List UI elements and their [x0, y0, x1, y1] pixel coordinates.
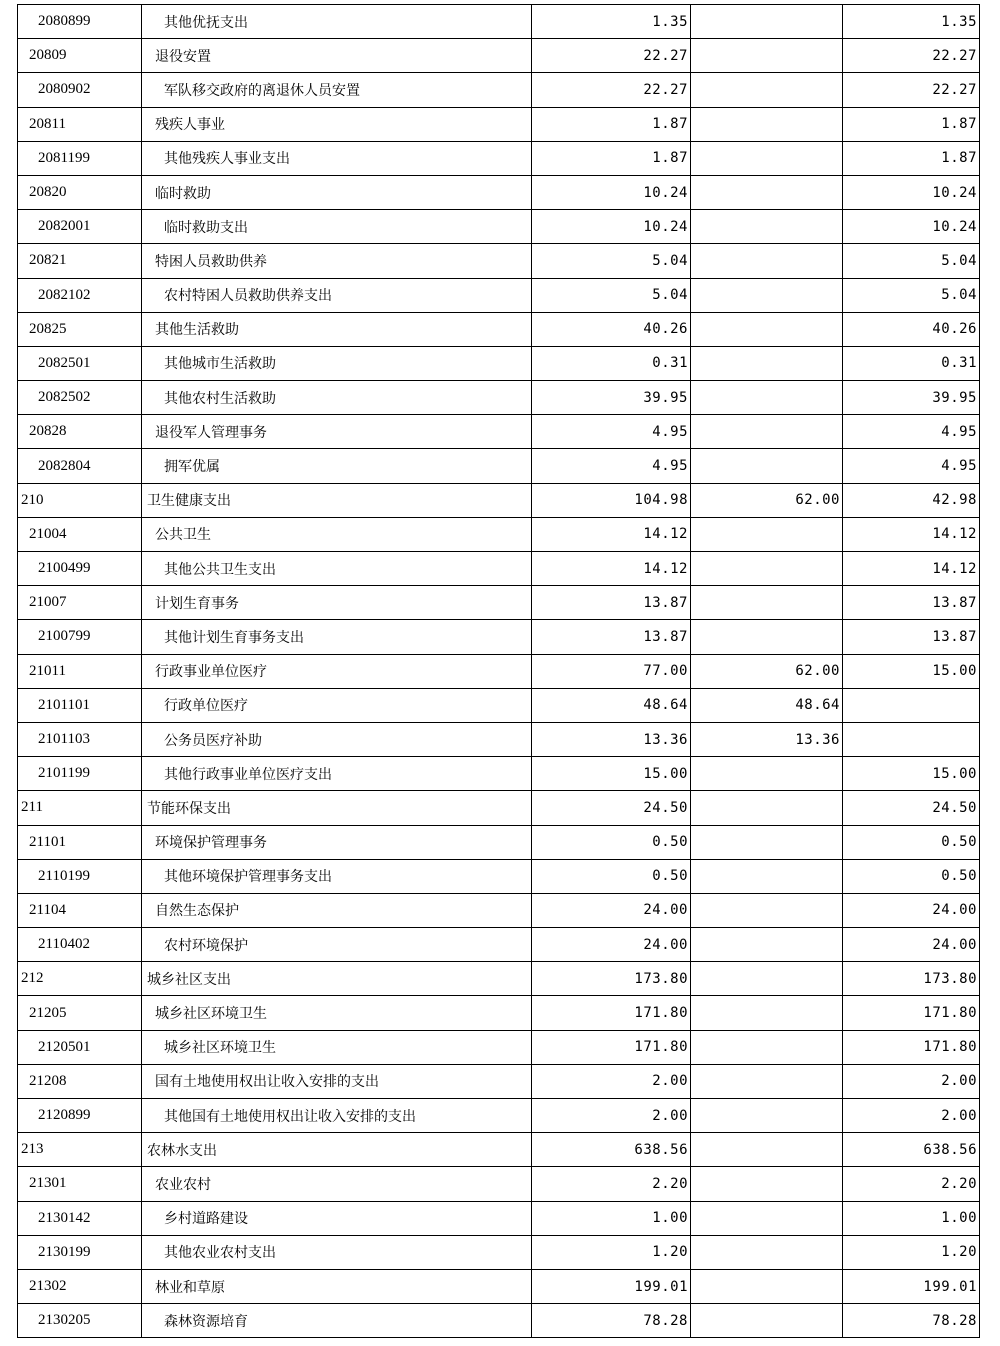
total-amount-cell: 22.27 — [532, 73, 691, 107]
table-row — [18, 175, 980, 209]
basic-expenditure-cell — [691, 1133, 843, 1167]
basic-expenditure-cell — [691, 1201, 843, 1235]
total-amount-cell: 4.95 — [532, 449, 691, 483]
subject-code-cell: 2101103 — [18, 722, 142, 756]
subject-code-cell: 2130199 — [18, 1235, 142, 1269]
total-amount-cell: 24.00 — [532, 928, 691, 962]
total-amount-cell: 104.98 — [532, 483, 691, 517]
total-amount-cell: 1.35 — [532, 5, 691, 39]
total-amount-cell: 0.31 — [532, 346, 691, 380]
subject-name-cell: 行政事业单位医疗 — [142, 654, 532, 688]
subject-name-cell: 农林水支出 — [142, 1133, 532, 1167]
subject-code-cell: 2080899 — [18, 5, 142, 39]
table-row — [18, 859, 980, 893]
basic-expenditure-cell — [691, 1030, 843, 1064]
project-expenditure-cell: 13.87 — [843, 620, 980, 654]
basic-expenditure-cell: 13.36 — [691, 722, 843, 756]
project-expenditure-cell: 171.80 — [843, 996, 980, 1030]
subject-code-cell: 20825 — [18, 312, 142, 346]
project-expenditure-cell: 1.00 — [843, 1201, 980, 1235]
total-amount-cell: 22.27 — [532, 39, 691, 73]
subject-code-cell: 21208 — [18, 1064, 142, 1098]
table-row — [18, 107, 980, 141]
subject-code-cell: 2120899 — [18, 1099, 142, 1133]
subject-code-cell: 2082804 — [18, 449, 142, 483]
project-expenditure-cell: 22.27 — [843, 73, 980, 107]
subject-code-cell: 21302 — [18, 1269, 142, 1303]
subject-name-cell: 乡村道路建设 — [142, 1201, 532, 1235]
total-amount-cell: 5.04 — [532, 278, 691, 312]
subject-code-cell: 21011 — [18, 654, 142, 688]
subject-code-cell: 2130142 — [18, 1201, 142, 1235]
basic-expenditure-cell — [691, 586, 843, 620]
basic-expenditure-cell — [691, 346, 843, 380]
subject-name-cell: 其他残疾人事业支出 — [142, 141, 532, 175]
basic-expenditure-cell — [691, 1304, 843, 1338]
subject-code-cell: 21205 — [18, 996, 142, 1030]
project-expenditure-cell: 5.04 — [843, 278, 980, 312]
subject-name-cell: 其他行政事业单位医疗支出 — [142, 757, 532, 791]
subject-code-cell: 2082001 — [18, 210, 142, 244]
total-amount-cell: 1.87 — [532, 107, 691, 141]
subject-name-cell: 农村环境保护 — [142, 928, 532, 962]
subject-code-cell: 2101101 — [18, 688, 142, 722]
subject-name-cell: 行政单位医疗 — [142, 688, 532, 722]
total-amount-cell: 14.12 — [532, 552, 691, 586]
project-expenditure-cell: 22.27 — [843, 39, 980, 73]
basic-expenditure-cell — [691, 73, 843, 107]
table-row — [18, 1133, 980, 1167]
table-row — [18, 1064, 980, 1098]
subject-name-cell: 其他环境保护管理事务支出 — [142, 859, 532, 893]
subject-code-cell: 211 — [18, 791, 142, 825]
project-expenditure-cell — [843, 688, 980, 722]
subject-name-cell: 军队移交政府的离退休人员安置 — [142, 73, 532, 107]
basic-expenditure-cell — [691, 210, 843, 244]
subject-name-cell: 节能环保支出 — [142, 791, 532, 825]
table-row — [18, 928, 980, 962]
table-row — [18, 278, 980, 312]
project-expenditure-cell: 173.80 — [843, 962, 980, 996]
table-row — [18, 381, 980, 415]
basic-expenditure-cell — [691, 859, 843, 893]
table-row — [18, 141, 980, 175]
total-amount-cell: 2.00 — [532, 1099, 691, 1133]
basic-expenditure-cell — [691, 552, 843, 586]
subject-name-cell: 林业和草原 — [142, 1269, 532, 1303]
table-row — [18, 620, 980, 654]
total-amount-cell: 1.00 — [532, 1201, 691, 1235]
project-expenditure-cell: 0.50 — [843, 859, 980, 893]
project-expenditure-cell: 0.31 — [843, 346, 980, 380]
basic-expenditure-cell — [691, 1064, 843, 1098]
project-expenditure-cell — [843, 722, 980, 756]
total-amount-cell: 638.56 — [532, 1133, 691, 1167]
project-expenditure-cell: 40.26 — [843, 312, 980, 346]
total-amount-cell: 0.50 — [532, 859, 691, 893]
total-amount-cell: 173.80 — [532, 962, 691, 996]
table-row — [18, 552, 980, 586]
subject-code-cell: 21007 — [18, 586, 142, 620]
project-expenditure-cell: 5.04 — [843, 244, 980, 278]
basic-expenditure-cell — [691, 962, 843, 996]
basic-expenditure-cell — [691, 1269, 843, 1303]
basic-expenditure-cell: 48.64 — [691, 688, 843, 722]
project-expenditure-cell: 15.00 — [843, 757, 980, 791]
project-expenditure-cell: 1.87 — [843, 141, 980, 175]
subject-code-cell: 20809 — [18, 39, 142, 73]
subject-code-cell: 2100499 — [18, 552, 142, 586]
table-row — [18, 1099, 980, 1133]
subject-code-cell: 2120501 — [18, 1030, 142, 1064]
subject-name-cell: 其他公共卫生支出 — [142, 552, 532, 586]
project-expenditure-cell: 24.50 — [843, 791, 980, 825]
table-row — [18, 5, 980, 39]
basic-expenditure-cell: 62.00 — [691, 483, 843, 517]
subject-name-cell: 计划生育事务 — [142, 586, 532, 620]
basic-expenditure-cell — [691, 278, 843, 312]
subject-code-cell: 20821 — [18, 244, 142, 278]
subject-code-cell: 20820 — [18, 175, 142, 209]
total-amount-cell: 24.00 — [532, 893, 691, 927]
basic-expenditure-cell — [691, 928, 843, 962]
project-expenditure-cell: 2.20 — [843, 1167, 980, 1201]
table-row — [18, 962, 980, 996]
project-expenditure-cell: 24.00 — [843, 928, 980, 962]
project-expenditure-cell: 2.00 — [843, 1099, 980, 1133]
project-expenditure-cell: 15.00 — [843, 654, 980, 688]
subject-name-cell: 拥军优属 — [142, 449, 532, 483]
subject-code-cell: 2082501 — [18, 346, 142, 380]
project-expenditure-cell: 171.80 — [843, 1030, 980, 1064]
project-expenditure-cell: 4.95 — [843, 449, 980, 483]
project-expenditure-cell: 14.12 — [843, 517, 980, 551]
table-row — [18, 517, 980, 551]
subject-name-cell: 其他农业农村支出 — [142, 1235, 532, 1269]
total-amount-cell: 78.28 — [532, 1304, 691, 1338]
subject-code-cell: 2080902 — [18, 73, 142, 107]
basic-expenditure-cell — [691, 141, 843, 175]
total-amount-cell: 13.36 — [532, 722, 691, 756]
table-row — [18, 1304, 980, 1338]
subject-name-cell: 其他城市生活救助 — [142, 346, 532, 380]
table-row — [18, 312, 980, 346]
table-row — [18, 996, 980, 1030]
subject-code-cell: 21104 — [18, 893, 142, 927]
subject-name-cell: 森林资源培育 — [142, 1304, 532, 1338]
table-row — [18, 1235, 980, 1269]
table-row — [18, 244, 980, 278]
table-row — [18, 893, 980, 927]
table-row — [18, 449, 980, 483]
table-row — [18, 586, 980, 620]
subject-code-cell: 212 — [18, 962, 142, 996]
basic-expenditure-cell: 62.00 — [691, 654, 843, 688]
basic-expenditure-cell — [691, 107, 843, 141]
subject-code-cell: 2081199 — [18, 141, 142, 175]
total-amount-cell: 5.04 — [532, 244, 691, 278]
project-expenditure-cell: 78.28 — [843, 1304, 980, 1338]
project-expenditure-cell: 1.20 — [843, 1235, 980, 1269]
table-row — [18, 39, 980, 73]
basic-expenditure-cell — [691, 1167, 843, 1201]
subject-name-cell: 自然生态保护 — [142, 893, 532, 927]
basic-expenditure-cell — [691, 996, 843, 1030]
subject-name-cell: 农业农村 — [142, 1167, 532, 1201]
table-row — [18, 1201, 980, 1235]
subject-name-cell: 特困人员救助供养 — [142, 244, 532, 278]
table-row — [18, 757, 980, 791]
project-expenditure-cell: 13.87 — [843, 586, 980, 620]
subject-name-cell: 退役军人管理事务 — [142, 415, 532, 449]
subject-name-cell: 公共卫生 — [142, 517, 532, 551]
basic-expenditure-cell — [691, 517, 843, 551]
basic-expenditure-cell — [691, 39, 843, 73]
total-amount-cell: 1.20 — [532, 1235, 691, 1269]
subject-name-cell: 临时救助 — [142, 175, 532, 209]
total-amount-cell: 40.26 — [532, 312, 691, 346]
project-expenditure-cell: 10.24 — [843, 175, 980, 209]
subject-name-cell: 临时救助支出 — [142, 210, 532, 244]
table-row — [18, 654, 980, 688]
subject-name-cell: 城乡社区环境卫生 — [142, 996, 532, 1030]
total-amount-cell: 24.50 — [532, 791, 691, 825]
project-expenditure-cell: 24.00 — [843, 893, 980, 927]
basic-expenditure-cell — [691, 415, 843, 449]
basic-expenditure-cell — [691, 1099, 843, 1133]
subject-name-cell: 城乡社区支出 — [142, 962, 532, 996]
project-expenditure-cell: 0.50 — [843, 825, 980, 859]
subject-name-cell: 退役安置 — [142, 39, 532, 73]
total-amount-cell: 171.80 — [532, 1030, 691, 1064]
subject-code-cell: 2100799 — [18, 620, 142, 654]
project-expenditure-cell: 1.35 — [843, 5, 980, 39]
total-amount-cell: 2.20 — [532, 1167, 691, 1201]
subject-code-cell: 21301 — [18, 1167, 142, 1201]
subject-name-cell: 卫生健康支出 — [142, 483, 532, 517]
project-expenditure-cell: 2.00 — [843, 1064, 980, 1098]
basic-expenditure-cell — [691, 175, 843, 209]
total-amount-cell: 0.50 — [532, 825, 691, 859]
project-expenditure-cell: 14.12 — [843, 552, 980, 586]
basic-expenditure-cell — [691, 5, 843, 39]
total-amount-cell: 4.95 — [532, 415, 691, 449]
total-amount-cell: 171.80 — [532, 996, 691, 1030]
project-expenditure-cell: 199.01 — [843, 1269, 980, 1303]
total-amount-cell: 48.64 — [532, 688, 691, 722]
basic-expenditure-cell — [691, 757, 843, 791]
total-amount-cell: 199.01 — [532, 1269, 691, 1303]
total-amount-cell: 2.00 — [532, 1064, 691, 1098]
project-expenditure-cell: 10.24 — [843, 210, 980, 244]
total-amount-cell: 13.87 — [532, 586, 691, 620]
subject-name-cell: 其他生活救助 — [142, 312, 532, 346]
subject-code-cell: 2110402 — [18, 928, 142, 962]
table-row — [18, 791, 980, 825]
basic-expenditure-cell — [691, 381, 843, 415]
subject-code-cell: 2101199 — [18, 757, 142, 791]
table-row — [18, 688, 980, 722]
budget-expenditure-table — [17, 4, 980, 1338]
subject-code-cell: 2082102 — [18, 278, 142, 312]
subject-name-cell: 其他计划生育事务支出 — [142, 620, 532, 654]
project-expenditure-cell: 4.95 — [843, 415, 980, 449]
table-row — [18, 415, 980, 449]
basic-expenditure-cell — [691, 791, 843, 825]
table-row — [18, 210, 980, 244]
total-amount-cell: 1.87 — [532, 141, 691, 175]
total-amount-cell: 15.00 — [532, 757, 691, 791]
table-row — [18, 73, 980, 107]
total-amount-cell: 77.00 — [532, 654, 691, 688]
subject-name-cell: 农村特困人员救助供养支出 — [142, 278, 532, 312]
total-amount-cell: 10.24 — [532, 210, 691, 244]
subject-name-cell: 环境保护管理事务 — [142, 825, 532, 859]
total-amount-cell: 14.12 — [532, 517, 691, 551]
table-row — [18, 483, 980, 517]
table-row — [18, 346, 980, 380]
basic-expenditure-cell — [691, 620, 843, 654]
project-expenditure-cell: 39.95 — [843, 381, 980, 415]
basic-expenditure-cell — [691, 825, 843, 859]
total-amount-cell: 13.87 — [532, 620, 691, 654]
total-amount-cell: 10.24 — [532, 175, 691, 209]
project-expenditure-cell: 42.98 — [843, 483, 980, 517]
subject-code-cell: 210 — [18, 483, 142, 517]
subject-code-cell: 20828 — [18, 415, 142, 449]
subject-name-cell: 其他农村生活救助 — [142, 381, 532, 415]
project-expenditure-cell: 1.87 — [843, 107, 980, 141]
subject-name-cell: 其他国有土地使用权出让收入安排的支出 — [142, 1099, 532, 1133]
subject-name-cell: 国有土地使用权出让收入安排的支出 — [142, 1064, 532, 1098]
basic-expenditure-cell — [691, 312, 843, 346]
basic-expenditure-cell — [691, 449, 843, 483]
table-row — [18, 825, 980, 859]
subject-code-cell: 213 — [18, 1133, 142, 1167]
table-row — [18, 722, 980, 756]
subject-code-cell: 2110199 — [18, 859, 142, 893]
table-row — [18, 1030, 980, 1064]
subject-code-cell: 21101 — [18, 825, 142, 859]
subject-code-cell: 2082502 — [18, 381, 142, 415]
table-body — [18, 5, 980, 1338]
basic-expenditure-cell — [691, 244, 843, 278]
subject-name-cell: 残疾人事业 — [142, 107, 532, 141]
subject-code-cell: 20811 — [18, 107, 142, 141]
total-amount-cell: 39.95 — [532, 381, 691, 415]
subject-name-cell: 公务员医疗补助 — [142, 722, 532, 756]
subject-code-cell: 21004 — [18, 517, 142, 551]
basic-expenditure-cell — [691, 893, 843, 927]
table-row — [18, 1167, 980, 1201]
basic-expenditure-cell — [691, 1235, 843, 1269]
table-row — [18, 1269, 980, 1303]
subject-code-cell: 2130205 — [18, 1304, 142, 1338]
subject-name-cell: 城乡社区环境卫生 — [142, 1030, 532, 1064]
subject-name-cell: 其他优抚支出 — [142, 5, 532, 39]
project-expenditure-cell: 638.56 — [843, 1133, 980, 1167]
